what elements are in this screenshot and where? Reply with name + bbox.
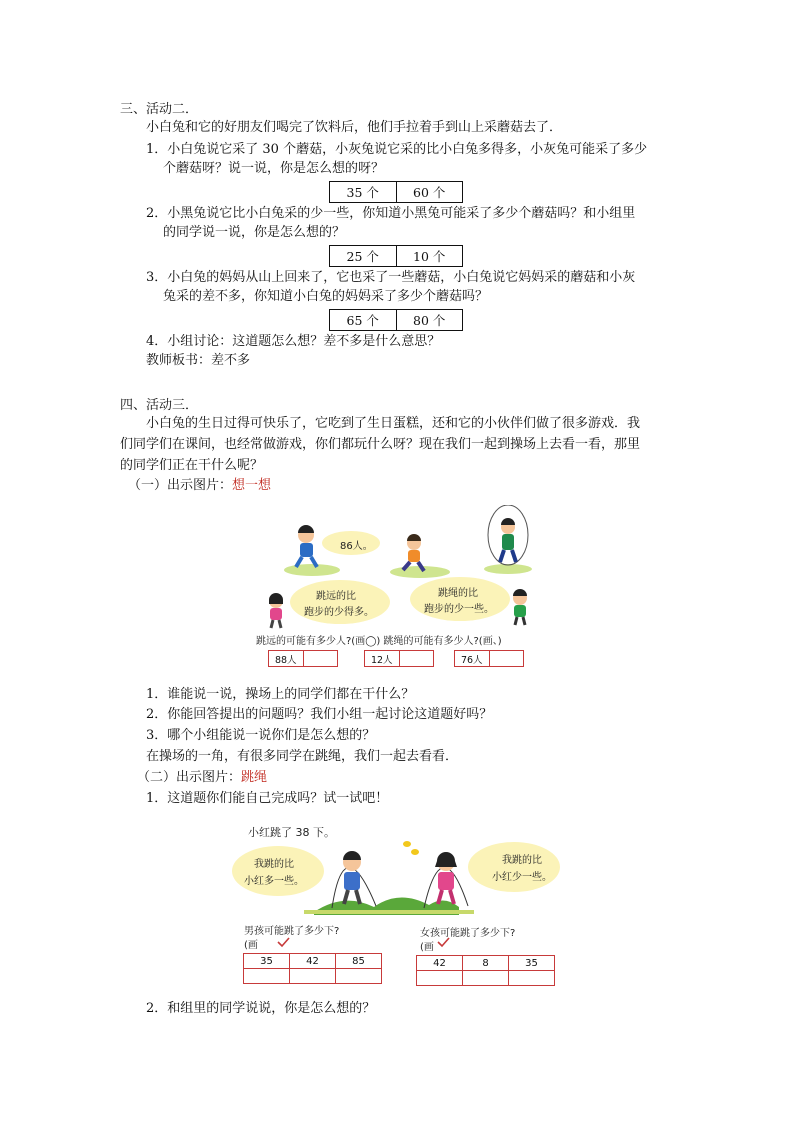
p1-q1: 1．谁能说一说，操场上的同学们都在干什么？ — [146, 687, 415, 702]
girl-blank-3 — [509, 971, 555, 986]
bubble-86-text: 86人。 — [340, 541, 373, 552]
q3-option-a: 65 个 — [346, 313, 379, 328]
bubble-girl-l1: 我跳的比 — [502, 855, 542, 866]
answer-box-88 — [268, 650, 338, 667]
girl-left-icon — [269, 593, 283, 628]
section4-intro-line3: 的同学们正在干什么呢？ — [120, 458, 264, 473]
bubble-girl-l2: 小红少一些。 — [492, 872, 552, 883]
girl-jumping-rope-icon — [424, 852, 468, 908]
boy-value-42: 42 — [290, 954, 336, 969]
answer-76-blank — [489, 651, 524, 666]
boy-jumping-rope-icon — [332, 851, 376, 908]
q3-option-b: 80 个 — [396, 310, 463, 330]
q3-line2: 兔采的差不多，你知道小白兔的妈妈采了多少个蘑菇吗？ — [163, 289, 489, 304]
bubble-boy-l2: 小红多一些。 — [244, 876, 304, 887]
boy-value-85: 85 — [336, 954, 382, 969]
part2-label: （二）出示图片： — [137, 770, 242, 785]
teacher-board: 教师板书：差不多 — [146, 353, 251, 368]
answer-box-12 — [364, 650, 434, 667]
girl-check-icon — [438, 938, 449, 946]
q1-option-a: 35 个 — [346, 185, 379, 200]
boy-blank-3 — [336, 969, 382, 984]
runner-boy-middle-icon — [403, 534, 424, 571]
section4-intro-line2: 们同学们在课间，也经常做游戏，你们都玩什么呀？现在我们一起到操场上去看一看，那里 — [120, 437, 641, 452]
girl-mark-instruction: (画 — [420, 942, 434, 953]
q2-option-a: 25 个 — [346, 249, 379, 264]
section3-heading: 三、活动二． — [120, 102, 199, 117]
part1-title: 想一想 — [232, 478, 272, 493]
boy-right-icon — [513, 589, 527, 625]
p1-transition: 在操场的一角，有很多同学在跳绳，我们一起去看看． — [146, 749, 459, 764]
boy-question: 男孩可能跳了多少下? — [244, 926, 340, 937]
part1-label: （一）出示图片： — [128, 478, 233, 493]
bubble-girl — [468, 842, 560, 892]
q4: 4．小组讨论：这道题怎么想？差不多是什么意思？ — [146, 334, 441, 349]
boy-value-35: 35 — [244, 954, 290, 969]
boy-answer-table — [243, 953, 382, 984]
bubble-long-jump-l2: 跑步的少得多。 — [304, 607, 374, 618]
q2-line2: 的同学说一说，你是怎么想的？ — [163, 225, 346, 240]
runner-boy-left-icon — [296, 525, 317, 567]
q2-line1: 2．小黑兔说它比小白兔采的少一些，你知道小黑兔可能采了多少个蘑菇吗？和小组里 — [146, 206, 636, 221]
p2-q1: 1．这道题你们能自己完成吗？试一试吧！ — [146, 791, 389, 806]
answer-12-blank — [399, 651, 434, 666]
part1-heading — [128, 477, 271, 495]
fig1-question: 跳远的可能有多少人?(画◯) 跳绳的可能有多少人?(画、) — [256, 636, 502, 647]
bubble-rope-l1: 跳绳的比 — [438, 588, 478, 599]
girl-value-8: 8 — [463, 956, 509, 971]
bubble-boy — [232, 846, 324, 896]
section4-heading: 四、活动三． — [120, 398, 199, 413]
part2-title: 跳绳 — [241, 770, 268, 785]
q2-option-b: 10 个 — [396, 246, 463, 266]
p1-q3: 3．哪个小组能说一说你们是怎么想的？ — [146, 728, 376, 743]
answer-76: 76人 — [460, 654, 483, 666]
q3-line1: 3．小白兔的妈妈从山上回来了，它也采了一些蘑菇，小白兔说它妈妈采的蘑菇和小灰 — [146, 270, 636, 285]
answer-88: 88人 — [274, 654, 297, 666]
p1-q2: 2．你能回答提出的问题吗？我们小组一起讨论这道题好吗？ — [146, 707, 493, 722]
boy-check-icon — [278, 938, 289, 946]
boy-mark-instruction: (画 — [244, 940, 258, 951]
girl-value-42: 42 — [417, 956, 463, 971]
answer-88-blank — [303, 651, 338, 666]
fig2-top-text: 小红跳了 38 下。 — [248, 826, 335, 839]
q1-line1: 1．小白兔说它采了 30 个蘑菇，小灰兔说它采的比小白兔多得多，小灰兔可能采了多少 — [146, 142, 648, 157]
q2-option-box — [329, 245, 463, 267]
answer-12: 12人 — [370, 654, 393, 666]
girl-blank-1 — [417, 971, 463, 986]
rope-jumper-icon — [488, 505, 528, 565]
bubble-boy-l1: 我跳的比 — [254, 859, 294, 870]
playground-figure — [256, 505, 538, 670]
q1-line2: 个蘑菇呀？说一说，你是怎么想的呀？ — [163, 161, 385, 176]
bee-icon — [403, 841, 419, 855]
boy-blank-1 — [244, 969, 290, 984]
p2-q2: 2．和组里的同学说说，你是怎么想的？ — [146, 1001, 376, 1016]
section3-intro: 小白兔和它的好朋友们喝完了饮料后，他们手拉着手到山上采蘑菇去了． — [146, 120, 563, 135]
boy-blank-2 — [290, 969, 336, 984]
bubble-rope-l2: 跑步的少一些。 — [424, 604, 494, 615]
q3-option-box — [329, 309, 463, 331]
answer-box-76 — [454, 650, 524, 667]
girl-answer-table — [416, 955, 555, 986]
bubble-long-jump-l1: 跳远的比 — [316, 591, 356, 602]
girl-value-35: 35 — [509, 956, 555, 971]
q1-option-box — [329, 181, 463, 203]
girl-question: 女孩可能跳了多少下? — [420, 928, 516, 939]
q1-option-b: 60 个 — [396, 182, 463, 202]
part2-heading — [137, 769, 267, 787]
girl-blank-2 — [463, 971, 509, 986]
section4-intro-line1: 小白兔的生日过得可快乐了，它吃到了生日蛋糕，还和它的小伙伴们做了很多游戏．我 — [146, 416, 641, 431]
